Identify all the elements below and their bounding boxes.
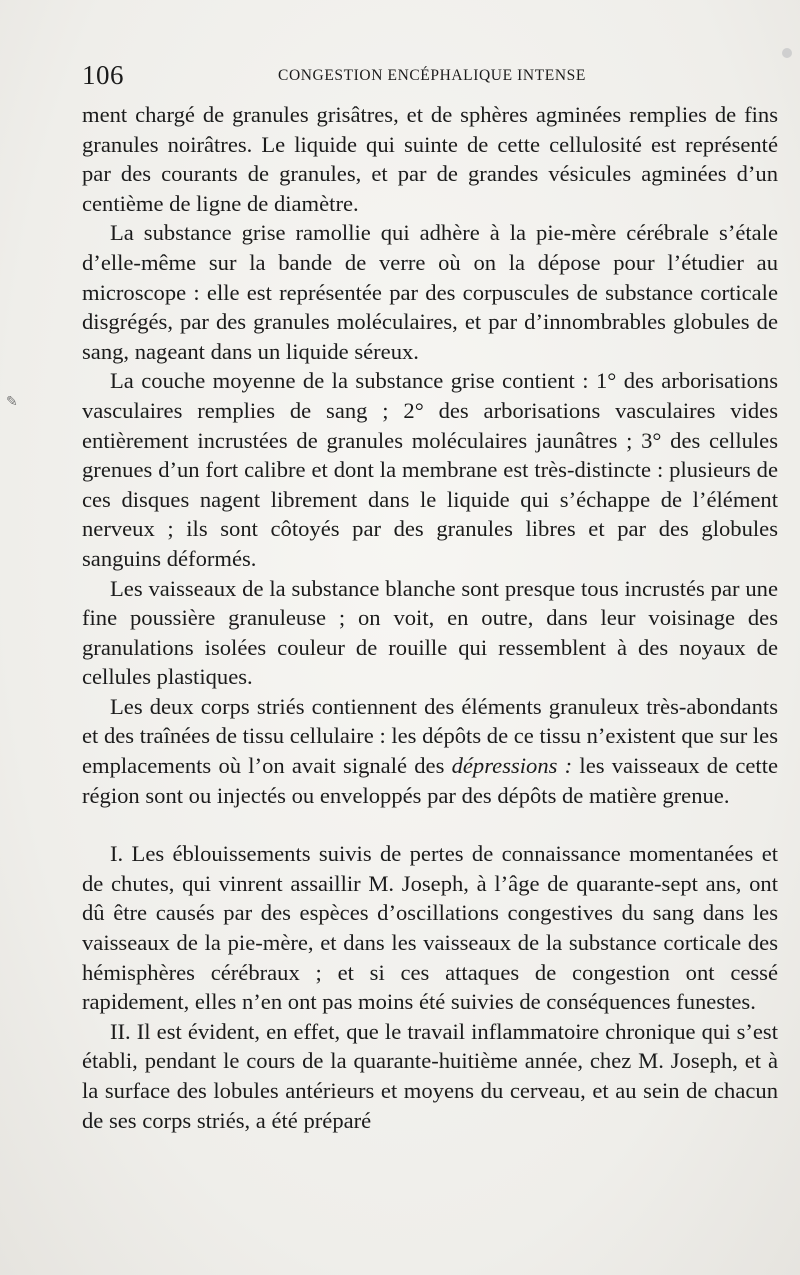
paragraph-text: Les deux corps striés contiennent des éléments granuleux très-abondants et des traînées de tissu cellulaire : les dépôts de ce tissu n’existent que sur les emplacements où l’on avait signalé des: [82, 693, 778, 779]
numbered-paragraph: II. Il est évident, en effet, que le travail inflammatoire chronique qui s’est établi, pendant le cours de la quarante-huitième année, chez M. Joseph, et à la surface des lobules antérieurs et moyens du cerveau, et au sein de chacun de ses corps striés, a été préparé: [82, 1018, 778, 1133]
running-title: CONGESTION ENCÉPHALIQUE INTENSE: [278, 67, 586, 84]
paragraph-continued: ment chargé de granules grisâtres, et de sphères agminées remplies de fins granules noirâtres. Le liquide qui suinte de cette cellulosité est représenté par des courants de granules, et par de grandes vésicules agminées d’un centième de ligne de diamètre.: [82, 102, 778, 216]
page-number: 106: [82, 60, 124, 90]
ink-spot: [782, 48, 792, 58]
paragraph: [82, 692, 778, 810]
paragraph-text: les vaisseaux de cette région sont ou injectés ou enveloppés par des dépôts de matière grenue.: [82, 753, 778, 808]
paragraph: La couche moyenne de la substance grise contient : 1° des arborisations vasculaires remplies de sang ; 2° des arborisations vasculaires vides entièrement incrustées de granules moléculaires jaunâtres ; 3° des cellules grenues d’un fort calibre et dont la membrane est très-distincte : plusieurs de ces disques nagent librement dans le liquide qui s’échappe de l’élément nerveux ; ils sont côtoyés par des granules libres et par des globules sanguins déformés.: [82, 368, 778, 571]
italic-term: dépressions :: [451, 753, 573, 779]
paragraph: Les vaisseaux de la substance blanche sont presque tous incrustés par une fine poussière granuleuse ; on voit, en outre, dans leur voisinage des granulations isolées couleur de rouille qui ressemblent à des noyaux de cellules plastiques.: [82, 575, 778, 690]
running-head: [82, 60, 782, 90]
body-text: [82, 100, 778, 1135]
paragraph: La substance grise ramollie qui adhère à la pie-mère cérébrale s’étale d’elle-même sur la bande de verre où on la dépose pour l’étudier au microscope : elle est représentée par des corpuscules de substance corticale disgrégés, par des granules moléculaires, et par d’innombrables globules de sang, nageant dans un liquide séreux.: [82, 220, 778, 364]
margin-mark: ✎: [6, 394, 18, 410]
numbered-paragraph: I. Les éblouissements suivis de pertes de connaissance momentanées et de chutes, qui vinrent assaillir M. Joseph, à l’âge de quarante-sept ans, ont dû être causés par des espèces d’oscillations congestives du sang dans les vaisseaux de la pie-mère, et dans les vaisseaux de la substance corticale des hémisphères cérébraux ; et si ces attaques de congestion ont cessé rapidement, elles n’en ont pas moins été suivies de conséquences funestes.: [82, 841, 778, 1015]
